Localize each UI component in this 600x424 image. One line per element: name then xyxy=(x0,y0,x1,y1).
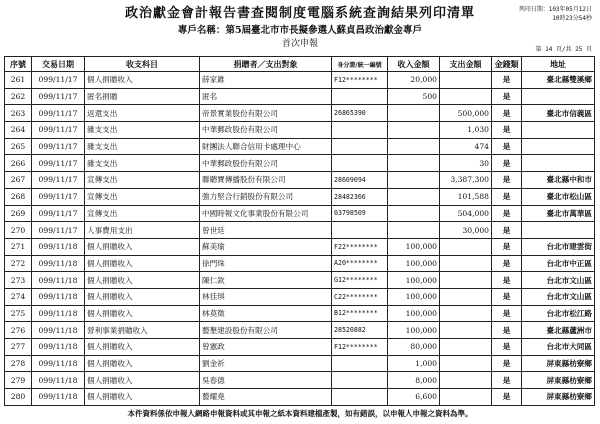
row-money: 是 xyxy=(492,105,522,122)
row-income xyxy=(388,222,440,239)
row-no: 271 xyxy=(5,238,32,255)
row-address: 臺北市松山區 xyxy=(522,188,595,205)
account-name xyxy=(0,22,600,36)
row-id xyxy=(332,372,388,389)
row-category: 個人捐贈收入 xyxy=(85,372,200,389)
row-no: 270 xyxy=(5,222,32,239)
row-category: 匿名捐贈 xyxy=(85,88,200,105)
row-money: 是 xyxy=(492,205,522,222)
row-expense xyxy=(440,238,492,255)
row-address: 臺北縣蘆洲市 xyxy=(522,322,595,339)
row-expense: 101,588 xyxy=(440,188,492,205)
row-party: 中華郵政股份有限公司 xyxy=(200,122,332,139)
row-category: 個人捐贈收入 xyxy=(85,288,200,305)
table-row xyxy=(5,339,595,356)
report-title: 政治獻金會計報告書查閱制度電腦系統查詢結果列印清單 xyxy=(124,6,475,21)
row-income xyxy=(388,122,440,139)
row-income xyxy=(388,105,440,122)
row-category: 個人捐贈收入 xyxy=(85,389,200,406)
account-name-label: 專戶名稱： xyxy=(177,25,226,36)
row-expense xyxy=(440,339,492,356)
row-address xyxy=(522,88,595,105)
row-id: 03798509 xyxy=(332,205,388,222)
row-party: 中華郵政股份有限公司 xyxy=(200,155,332,172)
row-id xyxy=(332,222,388,239)
table-row xyxy=(5,222,595,239)
row-id: F12******** xyxy=(332,339,388,356)
table-row xyxy=(5,155,595,172)
row-money: 是 xyxy=(492,372,522,389)
row-no: 275 xyxy=(5,305,32,322)
row-address xyxy=(522,122,595,139)
row-no: 268 xyxy=(5,188,32,205)
row-expense xyxy=(440,88,492,105)
row-party: 徐門珠 xyxy=(200,255,332,272)
row-no: 267 xyxy=(5,172,32,189)
row-category: 營利事業捐贈收入 xyxy=(85,322,200,339)
row-id: G12******** xyxy=(332,272,388,289)
row-no: 280 xyxy=(5,389,32,406)
row-category: 宣傳支出 xyxy=(85,205,200,222)
row-address: 臺北縣中和市 xyxy=(522,172,595,189)
row-address xyxy=(522,155,595,172)
table-row xyxy=(5,305,595,322)
print-date xyxy=(519,4,592,13)
row-date: 099/11/17 xyxy=(32,122,85,139)
row-date: 099/11/18 xyxy=(32,389,85,406)
row-no: 277 xyxy=(5,339,32,356)
row-party: 蘇美瑜 xyxy=(200,238,332,255)
row-address: 台北市建雲街 xyxy=(522,238,595,255)
row-id: F12******** xyxy=(332,72,388,89)
row-income: 1,000 xyxy=(388,355,440,372)
page-info: 第 14 頁/共 25 頁 xyxy=(535,46,592,53)
row-party: 匿名 xyxy=(200,88,332,105)
row-date: 099/11/18 xyxy=(32,238,85,255)
table-row xyxy=(5,138,595,155)
row-date: 099/11/18 xyxy=(32,272,85,289)
row-no: 266 xyxy=(5,155,32,172)
row-party: 劉金祈 xyxy=(200,355,332,372)
account-name-value: 第5屆臺北市市長擬參選人蘇貞昌政治獻金專戶 xyxy=(225,25,423,36)
table-row xyxy=(5,105,595,122)
row-category: 雜支支出 xyxy=(85,155,200,172)
row-category: 個人捐贈收入 xyxy=(85,255,200,272)
row-category: 個人捐贈收入 xyxy=(85,238,200,255)
row-no: 273 xyxy=(5,272,32,289)
row-money: 是 xyxy=(492,272,522,289)
row-address: 台北市文山區 xyxy=(522,272,595,289)
col-header-category: 收支科目 xyxy=(85,57,200,72)
row-category: 雜支支出 xyxy=(85,138,200,155)
row-money: 是 xyxy=(492,172,522,189)
row-income: 100,000 xyxy=(388,288,440,305)
row-address: 屏東縣枋寮鄉 xyxy=(522,372,595,389)
row-income: 100,000 xyxy=(388,255,440,272)
table-row xyxy=(5,322,595,339)
row-date: 099/11/17 xyxy=(32,205,85,222)
col-header-party: 捐贈者／支出對象 xyxy=(200,57,332,72)
footer-note: 本件資料係依申報人網路申報資料或其申報之紙本資料建檔產製，如有錯誤，以申報人申報之資料為準。 xyxy=(127,409,473,418)
row-no: 261 xyxy=(5,72,32,89)
table-row xyxy=(5,238,595,255)
row-money: 是 xyxy=(492,88,522,105)
row-expense: 30,000 xyxy=(440,222,492,239)
row-money: 是 xyxy=(492,305,522,322)
row-money: 是 xyxy=(492,288,522,305)
row-income: 100,000 xyxy=(388,305,440,322)
table-row xyxy=(5,355,595,372)
row-money: 是 xyxy=(492,155,522,172)
row-id xyxy=(332,155,388,172)
row-expense xyxy=(440,72,492,89)
row-id xyxy=(332,355,388,372)
row-id xyxy=(332,88,388,105)
row-date: 099/11/17 xyxy=(32,88,85,105)
row-date: 099/11/17 xyxy=(32,172,85,189)
row-expense: 1,030 xyxy=(440,122,492,139)
row-party: 聯聽寶傳播股份有限公司 xyxy=(200,172,332,189)
row-category: 個人捐贈收入 xyxy=(85,272,200,289)
row-address xyxy=(522,222,595,239)
row-party: 藝耀堯 xyxy=(200,389,332,406)
print-date-value: 103年05月12日 xyxy=(548,6,592,13)
row-expense: 3,387,300 xyxy=(440,172,492,189)
table-row xyxy=(5,172,595,189)
table-row xyxy=(5,188,595,205)
row-category: 個人捐贈收入 xyxy=(85,355,200,372)
row-category: 宣傳支出 xyxy=(85,172,200,189)
row-expense xyxy=(440,305,492,322)
row-party: 林莫徵 xyxy=(200,305,332,322)
row-party: 曾憲政 xyxy=(200,339,332,356)
row-address: 台北市松江路 xyxy=(522,305,595,322)
row-no: 274 xyxy=(5,288,32,305)
row-id xyxy=(332,138,388,155)
row-no: 263 xyxy=(5,105,32,122)
row-expense: 30 xyxy=(440,155,492,172)
row-income xyxy=(388,155,440,172)
row-address: 屏東縣枋寮鄉 xyxy=(522,389,595,406)
table-row xyxy=(5,72,595,89)
row-money: 是 xyxy=(492,339,522,356)
table-row xyxy=(5,255,595,272)
row-no: 278 xyxy=(5,355,32,372)
row-category: 個人捐贈收入 xyxy=(85,72,200,89)
row-date: 099/11/18 xyxy=(32,288,85,305)
row-party: 陳仁欽 xyxy=(200,272,332,289)
row-income xyxy=(388,205,440,222)
table-row xyxy=(5,288,595,305)
row-expense: 504,000 xyxy=(440,205,492,222)
row-category: 個人捐贈收入 xyxy=(85,305,200,322)
report-type: 首次申報 xyxy=(281,39,318,49)
row-date: 099/11/17 xyxy=(32,188,85,205)
row-party: 中國時報文化事業股份有限公司 xyxy=(200,205,332,222)
row-money: 是 xyxy=(492,72,522,89)
row-expense xyxy=(440,389,492,406)
row-money: 是 xyxy=(492,355,522,372)
row-id xyxy=(332,389,388,406)
row-address: 屏東縣枋寮鄉 xyxy=(522,355,595,372)
row-address: 台北市中正區 xyxy=(522,255,595,272)
row-party: 吳春德 xyxy=(200,372,332,389)
col-header-no: 序號 xyxy=(5,57,32,72)
row-income xyxy=(388,172,440,189)
row-income: 80,000 xyxy=(388,339,440,356)
row-date: 099/11/17 xyxy=(32,155,85,172)
row-money: 是 xyxy=(492,188,522,205)
row-date: 099/11/18 xyxy=(32,322,85,339)
row-address: 臺北市萬華區 xyxy=(522,205,595,222)
row-no: 262 xyxy=(5,88,32,105)
row-income: 500 xyxy=(388,88,440,105)
row-expense: 474 xyxy=(440,138,492,155)
row-id: 28609094 xyxy=(332,172,388,189)
row-income xyxy=(388,138,440,155)
table-row xyxy=(5,205,595,222)
row-date: 099/11/18 xyxy=(32,255,85,272)
row-party: 強力堅合行銷股份有限公司 xyxy=(200,188,332,205)
row-date: 099/11/17 xyxy=(32,222,85,239)
row-date: 099/11/18 xyxy=(32,355,85,372)
row-no: 272 xyxy=(5,255,32,272)
row-income xyxy=(388,188,440,205)
row-party: 曾世廷 xyxy=(200,222,332,239)
row-party: 藝墾建設股份有限公司 xyxy=(200,322,332,339)
row-id: C22******** xyxy=(332,288,388,305)
table-row xyxy=(5,88,595,105)
row-expense xyxy=(440,288,492,305)
table-row xyxy=(5,372,595,389)
table-row xyxy=(5,272,595,289)
row-income: 100,000 xyxy=(388,272,440,289)
row-address: 臺北市信義區 xyxy=(522,105,595,122)
row-money: 是 xyxy=(492,255,522,272)
row-income: 6,600 xyxy=(388,389,440,406)
row-money: 是 xyxy=(492,238,522,255)
row-expense xyxy=(440,272,492,289)
row-no: 279 xyxy=(5,372,32,389)
row-money: 是 xyxy=(492,122,522,139)
table-row xyxy=(5,389,595,406)
row-expense xyxy=(440,372,492,389)
col-header-income: 收入金額 xyxy=(388,57,440,72)
row-id: 28520882 xyxy=(332,322,388,339)
row-category: 宣傳支出 xyxy=(85,188,200,205)
col-header-address: 地址 xyxy=(522,57,595,72)
row-id: 28482366 xyxy=(332,188,388,205)
row-no: 269 xyxy=(5,205,32,222)
row-address: 台北市文山區 xyxy=(522,288,595,305)
row-date: 099/11/18 xyxy=(32,339,85,356)
records-table xyxy=(4,56,595,406)
table-header-row xyxy=(5,57,595,72)
print-time: 10時23分54秒 xyxy=(552,15,592,22)
row-money: 是 xyxy=(492,389,522,406)
row-id xyxy=(332,122,388,139)
row-no: 264 xyxy=(5,122,32,139)
row-no: 276 xyxy=(5,322,32,339)
row-date: 099/11/17 xyxy=(32,72,85,89)
row-income: 20,000 xyxy=(388,72,440,89)
print-date-label: 列印日期： xyxy=(518,6,549,13)
row-income: 100,000 xyxy=(388,238,440,255)
row-date: 099/11/18 xyxy=(32,372,85,389)
row-category: 返還支出 xyxy=(85,105,200,122)
row-party: 帝景實業股份有限公司 xyxy=(200,105,332,122)
row-no: 265 xyxy=(5,138,32,155)
row-id: 26865390 xyxy=(332,105,388,122)
row-id: B12******** xyxy=(332,305,388,322)
row-address xyxy=(522,138,595,155)
row-category: 雜支支出 xyxy=(85,122,200,139)
row-money: 是 xyxy=(492,322,522,339)
table-row xyxy=(5,122,595,139)
row-category: 人事費用支出 xyxy=(85,222,200,239)
row-party: 薛家錐 xyxy=(200,72,332,89)
row-expense: 500,000 xyxy=(440,105,492,122)
row-date: 099/11/18 xyxy=(32,305,85,322)
row-party: 林佳琪 xyxy=(200,288,332,305)
row-money: 是 xyxy=(492,222,522,239)
row-expense xyxy=(440,322,492,339)
row-category: 個人捐贈收入 xyxy=(85,339,200,356)
row-income: 100,000 xyxy=(388,322,440,339)
row-party: 財團法人聯合信用卡處理中心 xyxy=(200,138,332,155)
col-header-money: 金錢類 xyxy=(492,57,522,72)
row-date: 099/11/17 xyxy=(32,138,85,155)
row-expense xyxy=(440,355,492,372)
row-id: A20******** xyxy=(332,255,388,272)
row-id: F22******** xyxy=(332,238,388,255)
col-header-expense: 支出金額 xyxy=(440,57,492,72)
row-date: 099/11/17 xyxy=(32,105,85,122)
row-income: 8,000 xyxy=(388,372,440,389)
row-money: 是 xyxy=(492,138,522,155)
row-address: 台北市大同區 xyxy=(522,339,595,356)
row-expense xyxy=(440,255,492,272)
col-header-date: 交易日期 xyxy=(32,57,85,72)
row-address: 臺北縣雙溪鄉 xyxy=(522,72,595,89)
col-header-id: 身分證/統一編號 xyxy=(332,57,388,72)
